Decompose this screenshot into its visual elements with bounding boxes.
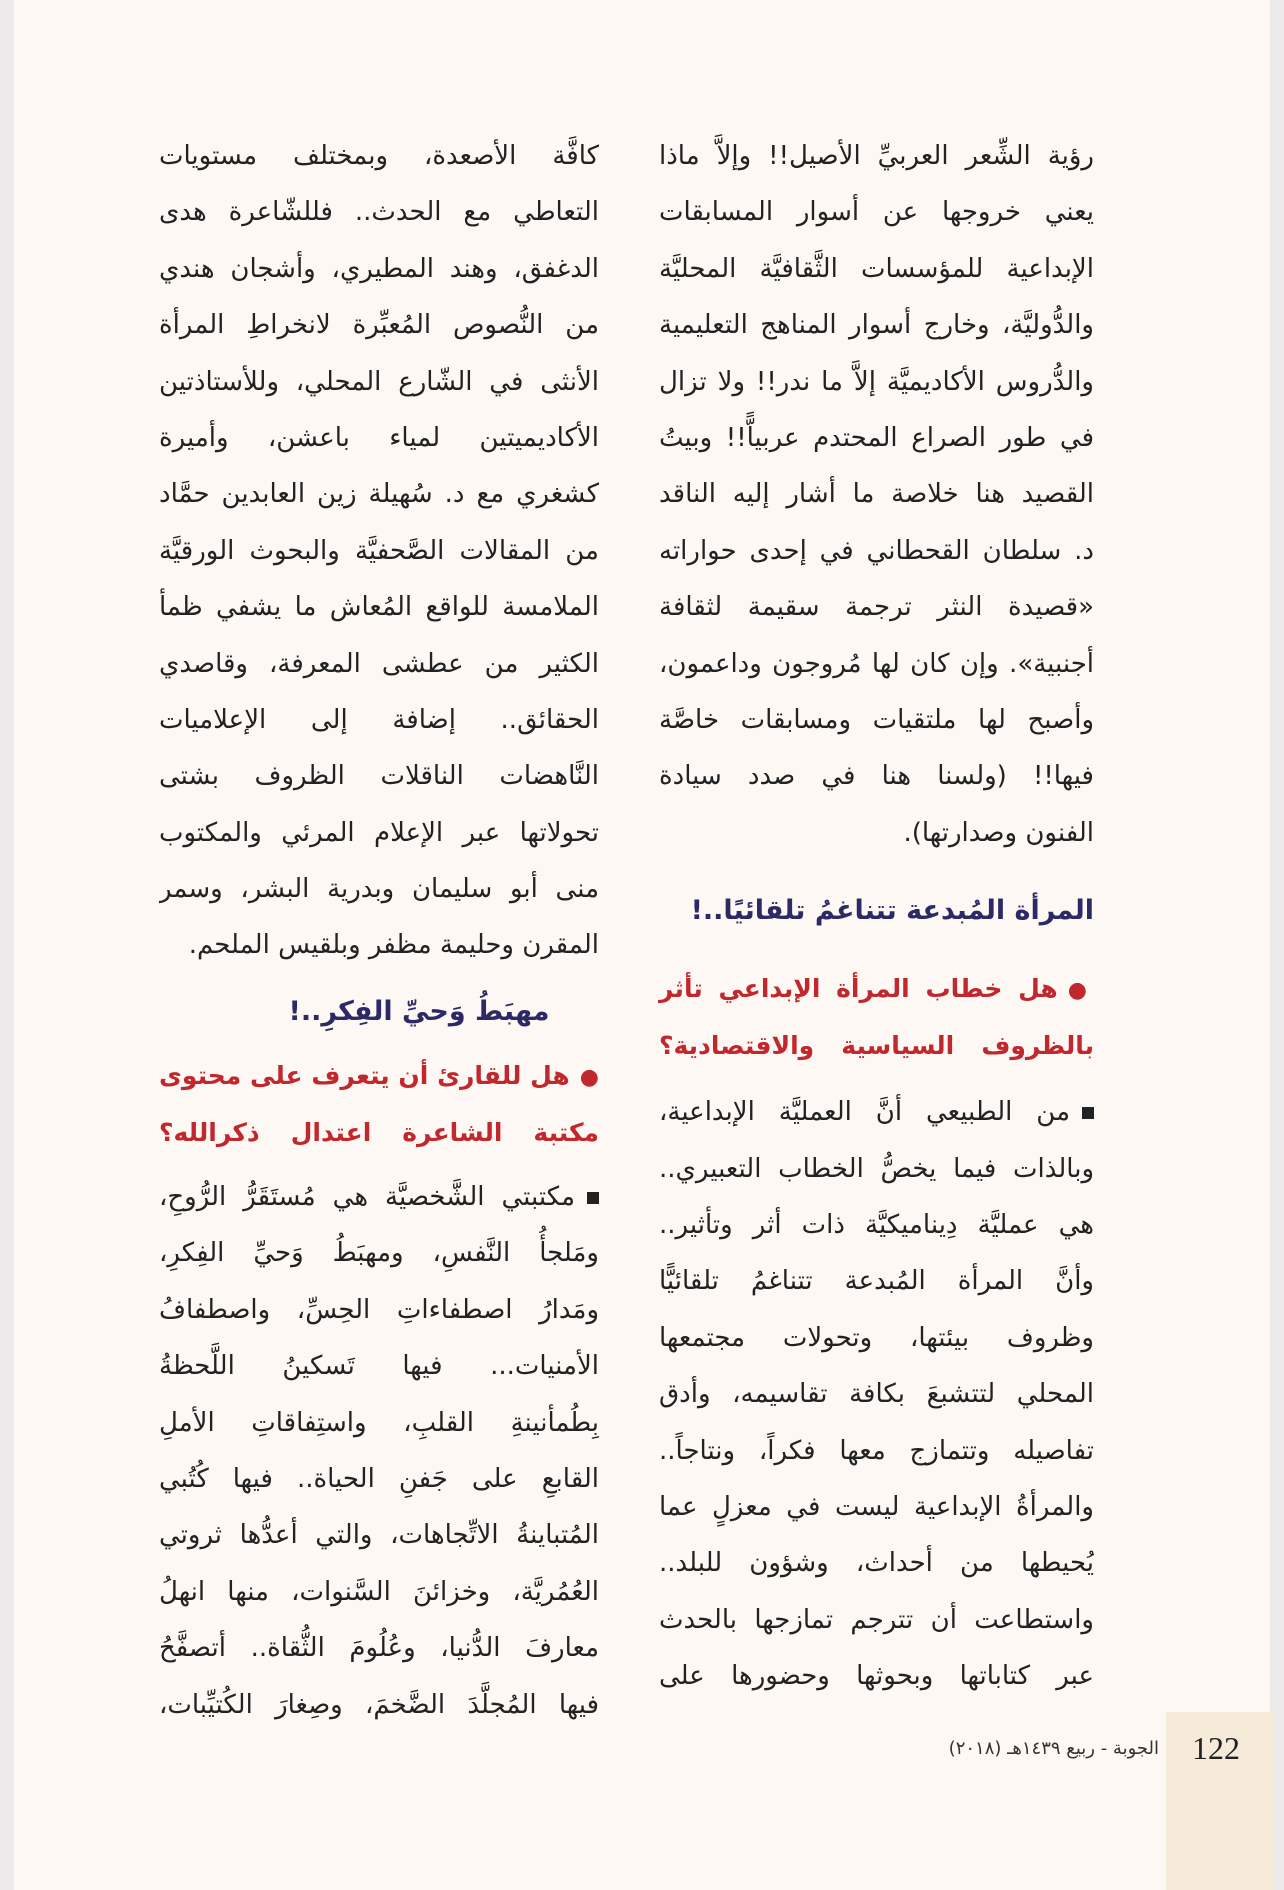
spacer [659, 939, 1094, 961]
answer-text: مكتبتي الشَّخصيَّة هي مُستَقَرُّ الرُّوحِ، [159, 1182, 575, 1213]
text-line: كشغري مع د. سُهيلة زين العابدين حمَّاد [159, 479, 599, 510]
right-column [659, 128, 1094, 1705]
text-line: د. سلطان القحطاني في إحدى حواراته [659, 535, 1094, 566]
spacer [159, 1161, 599, 1169]
spacer [159, 974, 599, 984]
text-line: الكثير من عطشى المعرفة، وقاصدي [159, 648, 599, 679]
question-text: هل للقارئ أن يتعرف على محتوى [159, 1061, 570, 1091]
question-line: بالظروف السياسية والاقتصادية؟ [659, 1030, 1094, 1060]
text-line: من النُّصوص المُعبِّرة لانخراطِ المرأة [159, 310, 599, 341]
text-line: واستطاعت أن تترجم تمازجها بالحدث [659, 1604, 1094, 1635]
square-bullet-icon [587, 1192, 599, 1204]
text-line: الأكاديميتين لمياء باعشن، وأميرة [159, 422, 599, 453]
text-line: أجنبية». وإن كان لها مُروجون وداعمون، [659, 648, 1094, 679]
text-line: وأصبح لها ملتقيات ومسابقات خاصَّة [659, 704, 1094, 735]
text-line: الإبداعية للمؤسسات الثَّقافيَّة المحليَّة [659, 253, 1094, 284]
text-line: الفنون وصدارتها). [903, 817, 1094, 848]
text-line: يعني خروجها عن أسوار المسابقات [659, 197, 1094, 228]
text-line: الأمنيات... فيها تَسكينُ اللَّحظةُ [159, 1351, 599, 1382]
text-line: «قصيدة النثر ترجمة سقيمة لثقافة [659, 592, 1094, 623]
text-line: هي عمليَّة دِيناميكيَّة ذات أثر وتأثير.. [659, 1210, 1094, 1241]
text-line: والدُّوليَّة، وخارج أسوار المناهج التعليمية [659, 310, 1094, 341]
text-line: والمرأةُ الإبداعية ليست في معزلٍ عما [659, 1491, 1094, 1522]
section-heading-left: مهبَطُ وَحيِّ الفِكرِ..! [288, 995, 550, 1027]
answer-line [159, 1169, 599, 1225]
text-line: وبالذات فيما يخصُّ الخطاب التعبيري.. [659, 1153, 1094, 1184]
text-line: كافَّة الأصعدة، وبمختلف مستويات [159, 141, 599, 171]
question-text: هل خطاب المرأة الإبداعي تأثر [659, 974, 1058, 1004]
text-line: القابعِ على جَفنِ الحياة.. فيها كُتُبي [159, 1463, 599, 1494]
text-line: وظروف بيئتها، وتحولات مجتمعها [659, 1322, 1094, 1353]
text-line: تحولاتها عبر الإعلام المرئي والمكتوب [159, 817, 599, 848]
page-number: 122 [1192, 1730, 1240, 1766]
text-line: والدُّروس الأكاديميَّة إلاَّ ما ندر!! ولا تزال [659, 366, 1094, 397]
answer-text: من الطبيعي أنَّ العمليَّة الإبداعية، [659, 1097, 1070, 1128]
text-line: يُحيطها من أحداث، وشؤون للبلد.. [659, 1548, 1094, 1579]
spacer [659, 1074, 1094, 1084]
text-line: عبر كتاباتها وبحوثها وحضورها على [659, 1661, 1094, 1692]
text-line: من المقالات الصَّحفيَّة والبحوث الورقيَّة [159, 535, 599, 566]
text-line: معارفَ الدُّنيا، وعُلُومَ الثُّقاة.. أتصفَّحُ [159, 1633, 599, 1664]
text-line: فيها المُجلَّدَ الضَّخمَ، وصِغارَ الكُتيِّبات، [159, 1689, 599, 1720]
section-heading-right: المرأة المُبدعة تتناغمُ تلقائيًا..! [690, 895, 1094, 927]
question-line [159, 1048, 599, 1104]
text-line: ومَلجأُ النَّفسِ، ومهبَطُ وَحيِّ الفِكرِ، [159, 1238, 599, 1269]
magazine-page [14, 0, 1284, 1890]
text-line: المحلي لتتشبعَ بكافة تقاسيمه، وأدق [659, 1379, 1094, 1410]
question-line: مكتبة الشاعرة اعتدال ذكرالله؟ [159, 1117, 599, 1147]
answer-line [659, 1084, 1094, 1140]
page-edge [1270, 0, 1284, 1890]
text-line: القصيد هنا خلاصة ما أشار إليه الناقد [659, 479, 1094, 510]
text-line: العُمُريَّة، وخزائنَ السَّنوات، منها انهلُ [159, 1576, 599, 1607]
text-line: الحقائق.. إضافة إلى الإعلاميات [159, 704, 599, 735]
text-line: المقرن وحليمة مظفر وبلقيس الملحم. [188, 930, 599, 961]
spacer [159, 1040, 599, 1048]
text-line: الملامسة للواقع المُعاش ما يشفي ظمأ [159, 592, 599, 623]
bullet-dot-icon: ● [1067, 978, 1094, 1004]
text-line: الدغفق، وهند المطيري، وأشجان هندي [159, 253, 599, 284]
text-line: وأنَّ المرأة المُبدعة تتناغمُ تلقائيًّا [659, 1266, 1094, 1297]
text-line: تفاصيله وتتمازج معها فكراً، ونتاجاً.. [659, 1435, 1094, 1466]
issue-info: الجوبة - ربيع ١٤٣٩هـ (٢٠١٨) [948, 1738, 1159, 1759]
text-line: فيها!! (ولسنا هنا في صدد سيادة [659, 761, 1094, 792]
text-line: في طور الصراع المحتدم عربياًّ!! وبيتُ [659, 422, 1094, 453]
bullet-dot-icon: ● [579, 1065, 599, 1091]
question-line [659, 961, 1094, 1017]
left-column [159, 128, 599, 1733]
text-line: النَّاهضات الناقلات الظروف بشتى [159, 761, 599, 792]
text-line: التعاطي مع الحدث.. فللشّاعرة هدى [159, 197, 599, 228]
text-line: منى أبو سليمان وبدرية البشر، وسمر [159, 874, 599, 905]
text-line: المُتباينةُ الاتِّجاهات، والتي أعدُّها ثروتي [159, 1520, 599, 1551]
square-bullet-icon [1082, 1107, 1094, 1119]
text-line: بِطُمأنينةِ القلبِ، واستِفاقاتِ الأملِ [159, 1407, 599, 1438]
spacer [659, 861, 1094, 883]
text-line: رؤية الشِّعر العربيِّ الأصيل!! وإلاَّ ماذا [659, 141, 1094, 171]
text-line: ومَدارُ اصطفاءاتِ الحِسِّ، واصطفافُ [159, 1294, 599, 1325]
text-line: الأنثى في الشّارع المحلي، وللأستاذتين [159, 366, 599, 397]
